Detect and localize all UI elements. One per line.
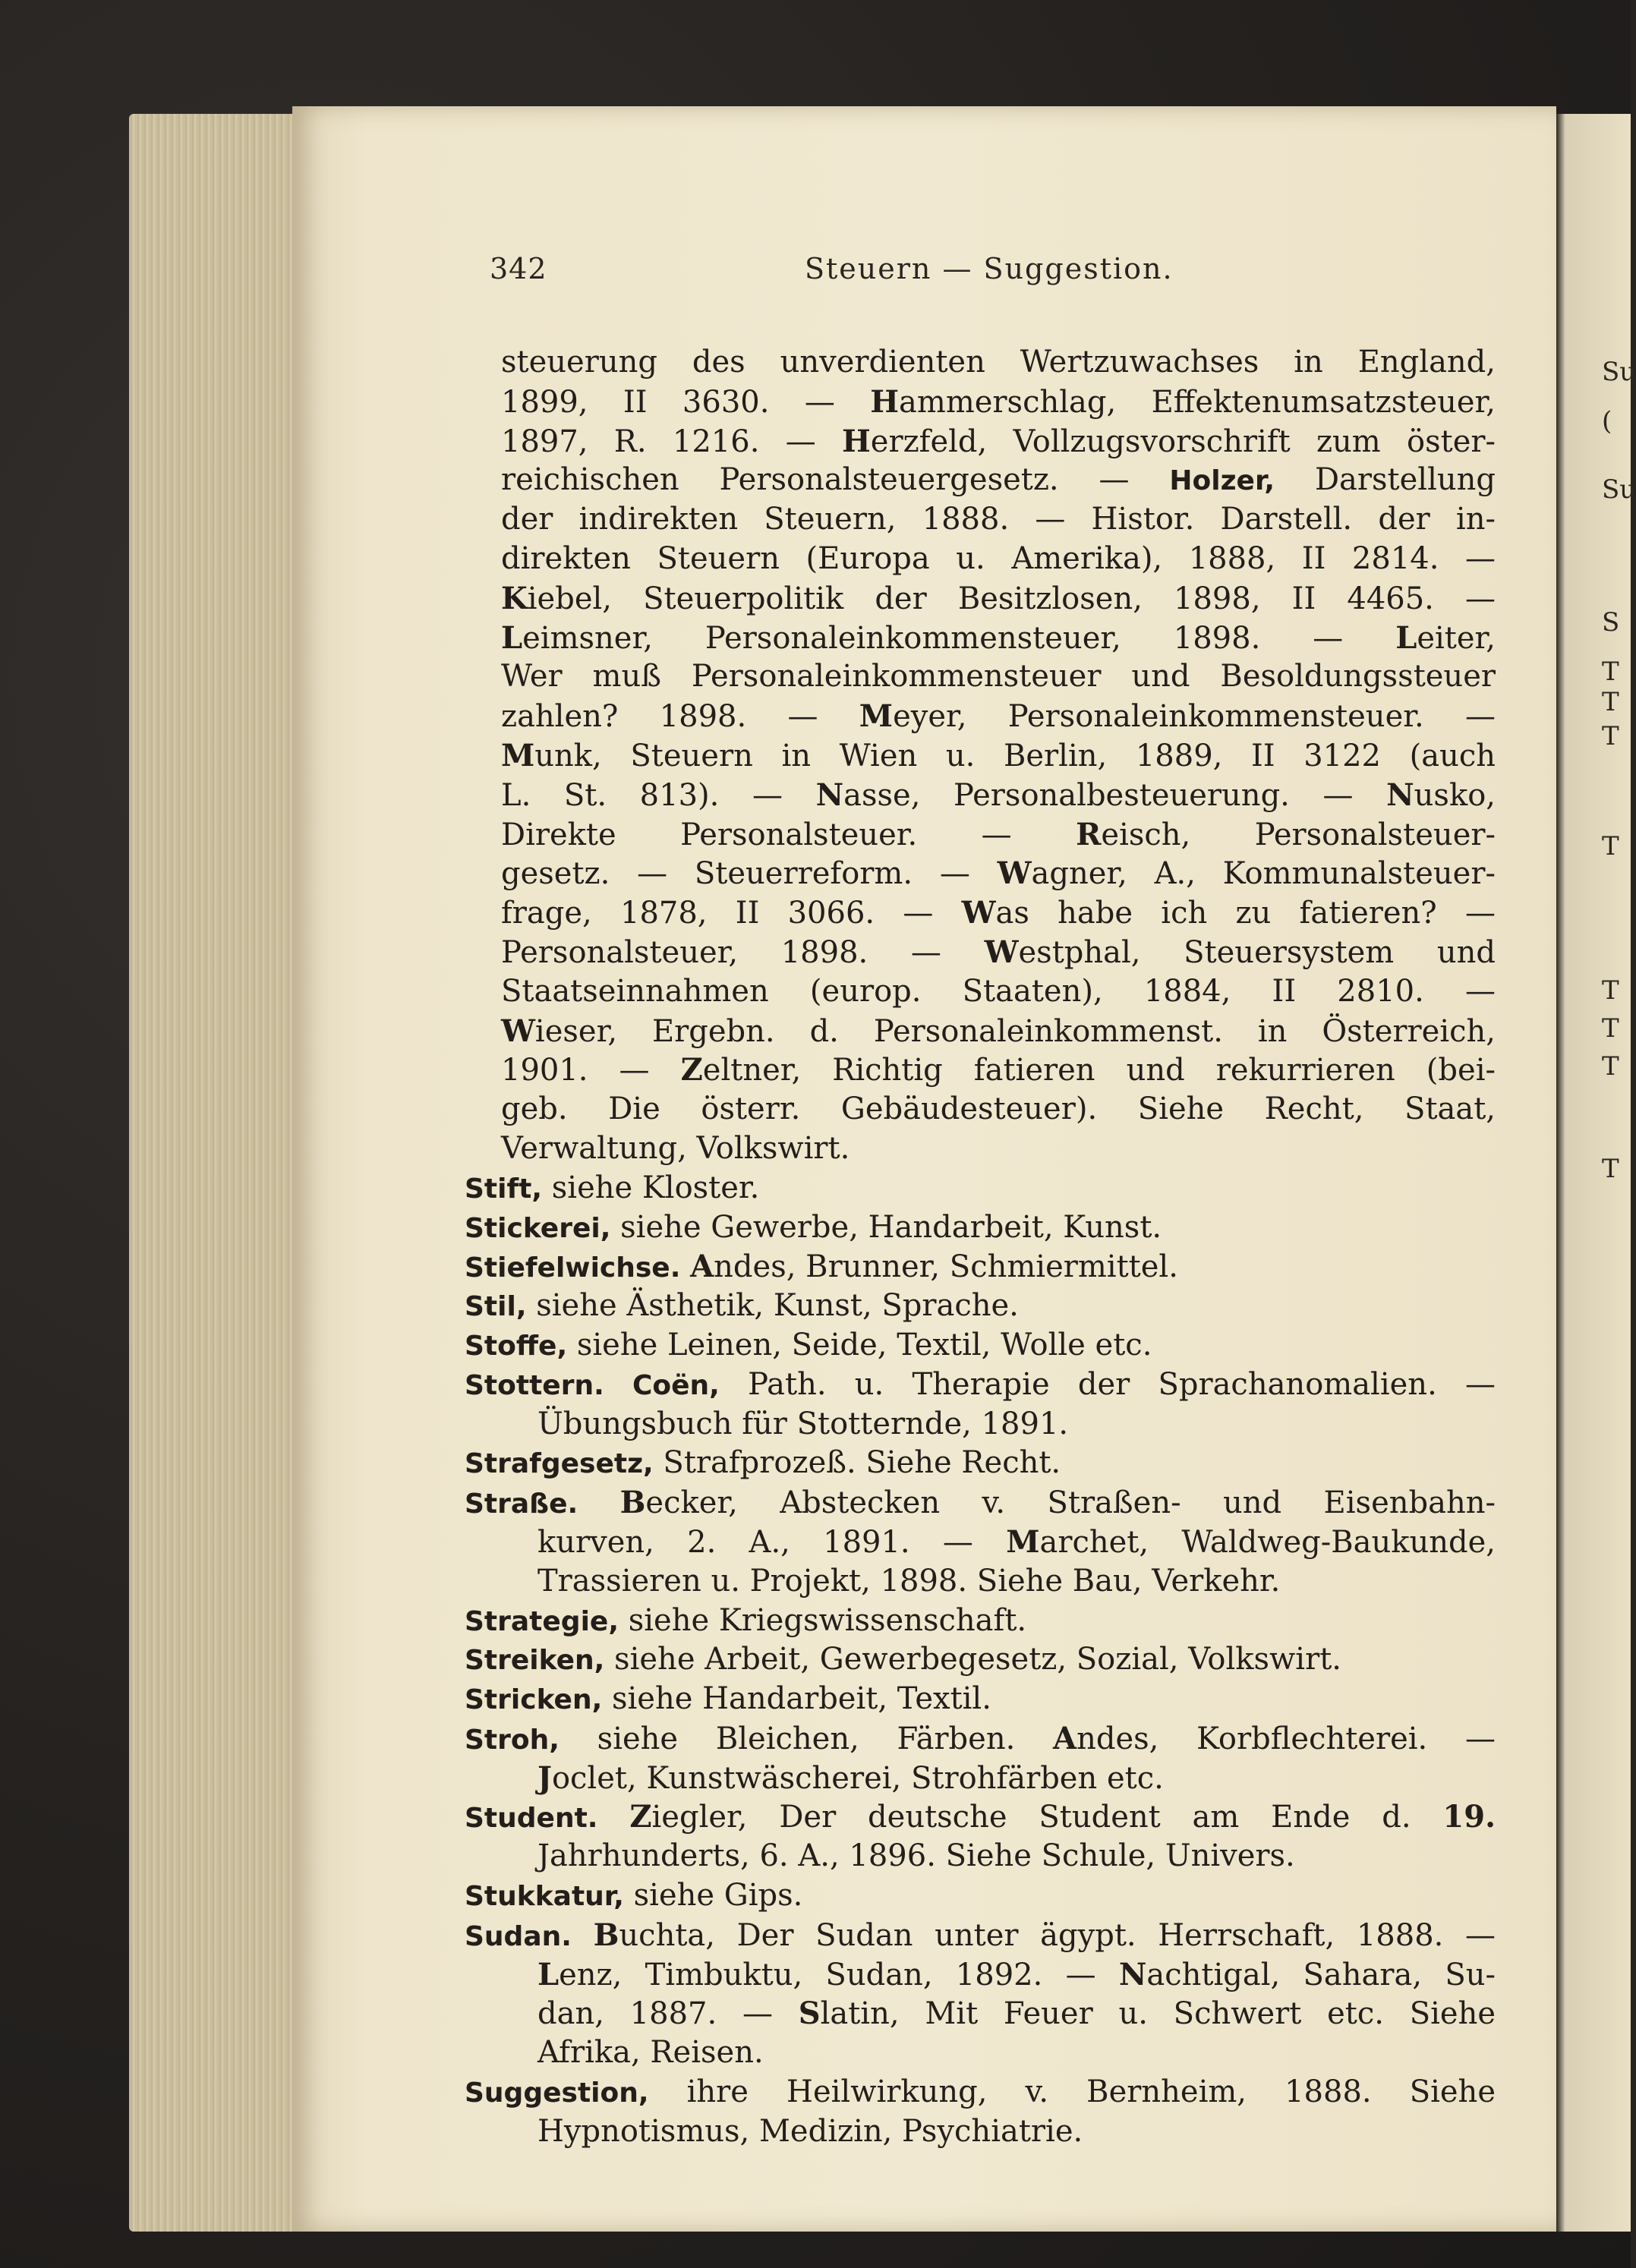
author-initial: A bbox=[1053, 1720, 1077, 1756]
text-segment: latin, Mit Feuer u. Schwert etc. Siehe bbox=[820, 1996, 1496, 2032]
text-segment: Direkte Personalsteuer. — bbox=[501, 817, 1076, 852]
text-segment: eltner, Richtig fatieren und rekurrieren (bei- bbox=[702, 1053, 1496, 1088]
text-line bbox=[501, 1955, 1496, 1995]
text-segment: siehe Kloster. bbox=[542, 1170, 760, 1205]
text-segment: ieser, Ergebn. d. Personaleinkommenst. in Österreich, bbox=[534, 1013, 1496, 1049]
text-line bbox=[501, 579, 1496, 619]
text-segment: siehe Leinen, Seide, Textil, Wolle etc. bbox=[567, 1327, 1152, 1362]
text-segment: siehe Bleichen, Färben. bbox=[559, 1721, 1054, 1756]
entry-keyword: Stottern. bbox=[465, 1369, 604, 1401]
text-segment: ndes, Brunner, Schmiermittel. bbox=[714, 1249, 1178, 1285]
entry-keyword: Straße. bbox=[465, 1488, 578, 1520]
index-entry-line bbox=[465, 1602, 1496, 1641]
text-segment: siehe Gips. bbox=[623, 1878, 803, 1914]
text-segment: siehe Kriegswissenschaft. bbox=[619, 1602, 1027, 1638]
running-head: Steuern — Suggestion. bbox=[805, 252, 1174, 285]
author-initial: N bbox=[1118, 1956, 1147, 1992]
text-line bbox=[501, 422, 1496, 461]
text-line bbox=[501, 383, 1496, 422]
text-line bbox=[501, 972, 1496, 1012]
text-segment: Darstellung bbox=[1275, 462, 1496, 498]
text-segment bbox=[604, 1367, 632, 1402]
text-segment: eimsner, Personaleinkommensteuer, 1898. — bbox=[522, 620, 1396, 656]
text-segment: eiter, bbox=[1417, 620, 1496, 656]
text-segment: Strafprozeß. Siehe Recht. bbox=[653, 1445, 1061, 1481]
text-segment bbox=[572, 1918, 594, 1953]
edge-fragment: Su bbox=[1602, 357, 1636, 387]
text-line bbox=[501, 1523, 1496, 1562]
text-segment: uchta, Der Sudan unter ägypt. Herrschaft, 1888. — bbox=[619, 1917, 1496, 1953]
index-entry-line bbox=[465, 1247, 1496, 1287]
text-segment: erzfeld, Vollzugsvorschrift zum öster- bbox=[870, 424, 1496, 459]
index-entry-line bbox=[465, 1483, 1496, 1523]
author-initial: W bbox=[997, 855, 1032, 892]
text-segment: iegler, Der deutsche Student am Ende d. bbox=[651, 1800, 1443, 1835]
text-line bbox=[501, 540, 1496, 579]
text-segment: gesetz. — Steuerreform. — bbox=[501, 856, 998, 892]
text-segment: enz, Timbuktu, Sudan, 1892. — bbox=[559, 1957, 1119, 1992]
text-segment: siehe Handarbeit, Textil. bbox=[602, 1681, 991, 1717]
entry-keyword: Stukkatur, bbox=[465, 1881, 624, 1913]
text-segment: as habe ich zu fatieren? — bbox=[995, 896, 1496, 931]
author-initial: R bbox=[1076, 816, 1102, 852]
text-segment: eyer, Personaleinkommensteuer. — bbox=[893, 699, 1496, 735]
text-segment: Trassieren u. Projekt, 1898. Siehe Bau, Verkehr. bbox=[537, 1563, 1281, 1599]
text-segment: siehe Ästhetik, Kunst, Sprache. bbox=[526, 1288, 1019, 1324]
edge-fragment: T bbox=[1602, 831, 1619, 862]
index-entry-line bbox=[465, 1208, 1496, 1248]
index-entry-line bbox=[465, 1719, 1496, 1759]
text-segment: kurven, 2. A., 1891. — bbox=[537, 1524, 1007, 1560]
entry-keyword: Sudan. bbox=[465, 1920, 572, 1952]
author-initial: 19. bbox=[1442, 1799, 1496, 1835]
text-segment: ihre Heilwirkung, v. Bernheim, 1888. Siehe bbox=[648, 2074, 1496, 2110]
text-line bbox=[501, 1837, 1496, 1876]
index-entry-line bbox=[465, 1916, 1496, 1955]
facing-page-strip bbox=[1556, 114, 1631, 2232]
text-segment: Übungsbuch für Stotternde, 1891. bbox=[537, 1406, 1069, 1441]
author-initial: W bbox=[501, 1013, 535, 1049]
entry-keyword: Stickerei, bbox=[465, 1212, 611, 1244]
text-line bbox=[501, 1012, 1496, 1051]
author-initial: L bbox=[501, 619, 523, 656]
index-entry-line bbox=[465, 1876, 1496, 1916]
index-entry-line bbox=[465, 1444, 1496, 1483]
author-initial: B bbox=[619, 1485, 646, 1521]
index-entry-line bbox=[465, 1287, 1496, 1326]
text-segment: zahlen? 1898. — bbox=[501, 699, 859, 735]
author-initial: W bbox=[961, 895, 996, 931]
entry-keyword: Stricken, bbox=[465, 1684, 603, 1716]
author-initial: A bbox=[690, 1249, 714, 1285]
author-initial: N bbox=[1386, 776, 1414, 813]
text-segment: Verwaltung, Volkswirt. bbox=[501, 1130, 850, 1166]
text-segment: direkten Steuern (Europa u. Amerika), 1888, II 2814. — bbox=[501, 540, 1496, 576]
entry-keyword: Coën, bbox=[632, 1369, 720, 1401]
author-initial: M bbox=[1006, 1523, 1040, 1560]
author-initial: N bbox=[815, 776, 844, 813]
edge-fragment: T bbox=[1602, 1013, 1619, 1044]
entry-keyword: Stoffe, bbox=[465, 1330, 568, 1362]
text-segment: Hypnotismus, Medizin, Psychiatrie. bbox=[537, 2113, 1083, 2149]
text-segment: eisch, Personalsteuer- bbox=[1101, 817, 1496, 852]
index-entry-line bbox=[465, 1680, 1496, 1719]
text-line bbox=[501, 619, 1496, 658]
text-segment: unk, Steuern in Wien u. Berlin, 1889, II 3122 (auch bbox=[534, 738, 1496, 773]
entry-keyword: Streiken, bbox=[465, 1645, 605, 1677]
text-segment: usko, bbox=[1414, 777, 1496, 813]
text-segment: frage, 1878, II 3066. — bbox=[501, 896, 962, 931]
index-text-block bbox=[465, 343, 1496, 2152]
text-segment: Wer muß Personaleinkommensteuer und Besoldungssteuer bbox=[501, 659, 1496, 695]
entry-keyword: Student. bbox=[465, 1803, 598, 1835]
entry-keyword: Strategie, bbox=[465, 1605, 619, 1637]
author-initial: Z bbox=[680, 1052, 703, 1088]
text-line bbox=[501, 461, 1496, 500]
text-line bbox=[501, 1994, 1496, 2033]
text-segment: ndes, Korbflechterei. — bbox=[1076, 1721, 1496, 1756]
text-line bbox=[501, 1759, 1496, 1798]
edge-fragment: Su bbox=[1602, 474, 1636, 505]
text-segment: iebel, Steuerpolitik der Besitzlosen, 1898, II 4465. — bbox=[527, 581, 1496, 616]
text-line bbox=[501, 697, 1496, 736]
text-segment: estphal, Steuersystem und bbox=[1018, 934, 1496, 970]
author-initial: Z bbox=[629, 1799, 652, 1835]
entry-keyword: Holzer, bbox=[1169, 465, 1275, 497]
author-initial: M bbox=[501, 737, 535, 773]
text-line bbox=[501, 1051, 1496, 1090]
author-initial: L bbox=[1395, 619, 1417, 656]
author-initial: S bbox=[798, 1996, 821, 2032]
edge-fragment: T bbox=[1602, 657, 1619, 687]
text-segment: 1899, II 3630. — bbox=[501, 384, 871, 420]
text-line bbox=[501, 500, 1496, 540]
text-line bbox=[501, 776, 1496, 815]
author-initial: K bbox=[501, 580, 528, 616]
text-line bbox=[501, 815, 1496, 855]
text-segment: dan, 1887. — bbox=[537, 1996, 799, 2032]
text-segment bbox=[578, 1485, 619, 1520]
author-initial: J bbox=[537, 1759, 552, 1796]
author-initial: M bbox=[859, 698, 894, 735]
text-line bbox=[501, 1090, 1496, 1129]
text-segment: achtigal, Sahara, Su- bbox=[1146, 1957, 1496, 1992]
entry-keyword: Stiefelwichse. bbox=[465, 1252, 681, 1284]
entry-keyword: Stift, bbox=[465, 1173, 543, 1205]
author-initial: H bbox=[870, 383, 900, 420]
text-segment: Jahrhunderts, 6. A., 1896. Siehe Schule, Univers. bbox=[537, 1838, 1295, 1874]
index-entry-line bbox=[465, 1797, 1496, 1837]
entry-keyword: Suggestion, bbox=[465, 2077, 649, 2109]
entry-keyword: Strafgesetz, bbox=[465, 1448, 654, 1480]
text-segment: 1901. — bbox=[501, 1053, 681, 1088]
text-segment: ecker, Abstecken v. Straßen- und Eisenbahn- bbox=[645, 1485, 1496, 1521]
edge-fragment: T bbox=[1602, 1154, 1619, 1184]
text-line bbox=[501, 1405, 1496, 1444]
edge-fragment: T bbox=[1602, 975, 1619, 1006]
index-entry-line bbox=[465, 1169, 1496, 1208]
text-segment: der indirekten Steuern, 1888. — Histor. Darstell. der in- bbox=[501, 502, 1496, 537]
author-initial: L bbox=[537, 1956, 560, 1992]
text-segment: L. St. 813). — bbox=[501, 777, 816, 813]
text-segment: reichischen Personalsteuergesetz. — bbox=[501, 462, 1170, 498]
index-entry-line bbox=[465, 1366, 1496, 1405]
text-line bbox=[501, 343, 1496, 383]
entry-keyword: Stroh, bbox=[465, 1724, 560, 1756]
entry-keyword: Stil, bbox=[465, 1291, 527, 1323]
index-entry-line bbox=[465, 2073, 1496, 2112]
text-segment: archet, Waldweg-Baukunde, bbox=[1039, 1524, 1496, 1560]
edge-fragment: S bbox=[1602, 607, 1620, 638]
text-segment: asse, Personalbesteuerung. — bbox=[843, 777, 1387, 813]
text-segment: Afrika, Reisen. bbox=[537, 2035, 764, 2071]
edge-fragment: T bbox=[1602, 1051, 1619, 1082]
text-segment: siehe Gewerbe, Handarbeit, Kunst. bbox=[610, 1209, 1162, 1245]
author-initial: W bbox=[984, 934, 1019, 970]
index-entry-line bbox=[465, 1326, 1496, 1366]
index-entry-line bbox=[465, 1640, 1496, 1680]
text-line bbox=[501, 933, 1496, 972]
text-segment: 1897, R. 1216. — bbox=[501, 424, 842, 459]
page-stack-edges bbox=[129, 114, 304, 2232]
text-line bbox=[501, 657, 1496, 697]
text-segment: agner, A., Kommunalsteuer- bbox=[1031, 856, 1496, 892]
text-line bbox=[501, 893, 1496, 933]
edge-fragment: ( bbox=[1602, 406, 1612, 436]
text-segment: siehe Arbeit, Gewerbegesetz, Sozial, Volkswirt. bbox=[604, 1642, 1341, 1677]
text-line bbox=[501, 2033, 1496, 2073]
text-line bbox=[501, 1129, 1496, 1169]
author-initial: B bbox=[593, 1917, 619, 1953]
page-number: 342 bbox=[490, 252, 547, 285]
text-line bbox=[501, 736, 1496, 776]
text-segment: Path. u. Therapie der Sprachanomalien. — bbox=[719, 1366, 1496, 1402]
edge-fragment: T bbox=[1602, 687, 1619, 717]
text-segment: Personalsteuer, 1898. — bbox=[501, 934, 985, 970]
text-segment bbox=[597, 1800, 629, 1835]
text-segment: steuerung des unverdienten Wertzuwachses in England, bbox=[501, 345, 1496, 380]
text-segment: ammerschlag, Effektenumsatzsteuer, bbox=[899, 384, 1496, 420]
text-line bbox=[501, 2112, 1496, 2152]
text-line bbox=[501, 854, 1496, 893]
text-segment: oclet, Kunstwäscherei, Strohfärben etc. bbox=[551, 1760, 1164, 1796]
text-segment: Staatseinnahmen (europ. Staaten), 1884, II 2810. — bbox=[501, 973, 1496, 1009]
text-line bbox=[501, 1562, 1496, 1602]
author-initial: H bbox=[842, 423, 871, 459]
text-segment: geb. Die österr. Gebäudesteuer). Siehe Recht, Staat, bbox=[501, 1091, 1496, 1127]
edge-fragment: T bbox=[1602, 721, 1619, 751]
text-segment bbox=[680, 1249, 690, 1284]
